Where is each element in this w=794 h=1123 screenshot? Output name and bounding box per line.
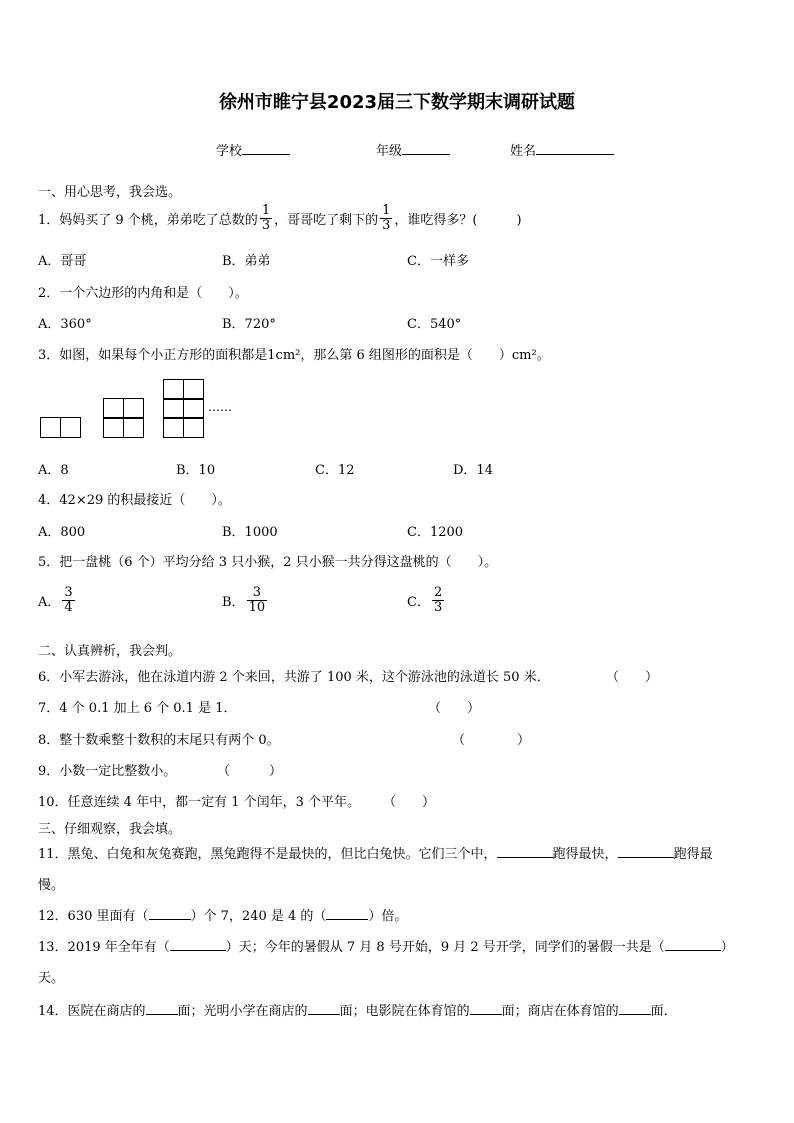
q5-option-b-fraction bbox=[247, 586, 268, 615]
q12-text-1: 12．630 里面有（ bbox=[38, 909, 149, 924]
question-14 bbox=[38, 1000, 677, 1019]
figure-square bbox=[60, 417, 81, 438]
question-4: 4．42×29 的积最接近（ ）。 bbox=[38, 493, 231, 508]
q14-blank-3[interactable] bbox=[470, 1002, 502, 1015]
q11-text-1: 11．黑兔、白兔和灰兔赛跑，黑兔跑得不是最快的，但比白兔快。它们三个中， bbox=[38, 847, 497, 862]
q1-frac2-num: 1 bbox=[382, 203, 391, 218]
section-2-heading: 二、认真辨析，我会判。 bbox=[38, 644, 182, 659]
figure-square bbox=[163, 398, 184, 419]
question-11 bbox=[38, 843, 758, 862]
q13-blank-1[interactable] bbox=[170, 938, 226, 951]
q13-text-2: ）天；今年的暑假从 7 月 8 号开始，9 月 2 号开学，同学们的暑假一共是（ bbox=[225, 940, 665, 955]
figure-square bbox=[103, 398, 124, 419]
q14-blank-4[interactable] bbox=[619, 1002, 651, 1015]
q14-text-4: 面；商店在体育馆的 bbox=[501, 1004, 619, 1019]
q3-option-a[interactable]: A．8 bbox=[38, 463, 69, 478]
name-field[interactable] bbox=[510, 140, 614, 159]
grade-blank[interactable] bbox=[402, 141, 450, 155]
q14-text-5: 面． bbox=[650, 1004, 677, 1019]
section-3-heading: 三、仔细观察，我会填。 bbox=[38, 822, 182, 837]
figure-square bbox=[40, 417, 61, 438]
question-12 bbox=[38, 905, 407, 924]
q5-option-c[interactable] bbox=[407, 586, 446, 615]
frac-num: 3 bbox=[252, 585, 261, 600]
q1-fraction-2 bbox=[380, 204, 392, 233]
school-field[interactable] bbox=[216, 140, 290, 159]
q12-text-3: ）倍。 bbox=[368, 909, 408, 924]
q14-blank-1[interactable] bbox=[146, 1002, 178, 1015]
figure-square bbox=[183, 398, 204, 419]
q1-frac1-den: 3 bbox=[261, 218, 271, 233]
q2-option-a[interactable]: A．360° bbox=[38, 317, 92, 332]
q5-option-a[interactable] bbox=[38, 586, 77, 615]
q1-frac2-den: 3 bbox=[382, 218, 391, 233]
q5-option-a-label: A． bbox=[38, 595, 61, 610]
q4-option-c[interactable]: C．1200 bbox=[407, 525, 464, 540]
q5-option-b[interactable] bbox=[222, 586, 269, 615]
q3-option-c[interactable]: C．12 bbox=[315, 463, 355, 478]
q3-option-d[interactable]: D．14 bbox=[453, 463, 493, 478]
question-13 bbox=[38, 936, 758, 955]
q13-text-3: ） bbox=[720, 940, 734, 955]
q2-option-b[interactable]: B．720° bbox=[222, 317, 276, 332]
grade-label: 年级 bbox=[376, 144, 403, 159]
q12-text-2: ）个 7，240 是 4 的（ bbox=[190, 909, 327, 924]
name-label: 姓名 bbox=[510, 144, 537, 159]
q7-answer-blank[interactable]: （ ） bbox=[428, 701, 481, 716]
q8-answer-blank[interactable]: （ ） bbox=[452, 733, 531, 748]
q12-blank-1[interactable] bbox=[149, 907, 191, 920]
q1-frac1-num: 1 bbox=[261, 203, 271, 218]
grade-field[interactable] bbox=[376, 140, 450, 159]
q3-option-b[interactable]: B．10 bbox=[176, 463, 216, 478]
q13-blank-2[interactable] bbox=[665, 938, 721, 951]
q11-text-3: 跑得最 bbox=[673, 847, 713, 862]
q11-blank-1[interactable] bbox=[497, 845, 553, 858]
frac-den: 4 bbox=[64, 600, 73, 615]
question-1 bbox=[38, 204, 522, 233]
figure-square bbox=[123, 417, 144, 438]
question-2: 2．一个六边形的内角和是（ ）。 bbox=[38, 286, 248, 301]
q11-line-2: 慢。 bbox=[38, 878, 65, 893]
q2-option-c[interactable]: C．540° bbox=[407, 317, 462, 332]
question-9: 9．小数一定比整数小。 bbox=[38, 764, 177, 779]
q1-text-3: ，谁吃得多？( ) bbox=[394, 213, 522, 228]
figure-square bbox=[103, 417, 124, 438]
question-3: 3．如图，如果每个小正方形的面积都是1cm²，那么第 6 组图形的面积是（ ）cm²。 bbox=[38, 348, 550, 363]
q4-option-b[interactable]: B．1000 bbox=[222, 525, 278, 540]
q6-answer-blank[interactable]: （ ） bbox=[606, 670, 659, 685]
question-5: 5．把一盘桃（6 个）平均分给 3 只小猴，2 只小猴一共分得这盘桃的（ ）。 bbox=[38, 555, 498, 570]
q4-option-a[interactable]: A．800 bbox=[38, 525, 86, 540]
q1-text-1: 1．妈妈买了 9 个桃，弟弟吃了总数的 bbox=[38, 213, 258, 228]
q9-answer-blank[interactable]: （ ） bbox=[217, 764, 283, 779]
q14-blank-2[interactable] bbox=[308, 1002, 340, 1015]
q1-option-b[interactable]: B．弟弟 bbox=[222, 254, 271, 269]
name-blank[interactable] bbox=[536, 141, 614, 155]
question-10: 10．任意连续 4 年中，都一定有 1 个闰年，3 个平年。 bbox=[38, 795, 361, 810]
q12-blank-2[interactable] bbox=[326, 907, 368, 920]
frac-num: 3 bbox=[64, 585, 73, 600]
q1-option-a[interactable]: A．哥哥 bbox=[38, 254, 87, 269]
q5-option-b-label: B． bbox=[222, 595, 245, 610]
q10-answer-blank[interactable]: （ ） bbox=[383, 795, 436, 810]
q5-option-a-fraction bbox=[62, 586, 74, 615]
q3-ellipsis: …… bbox=[208, 400, 232, 414]
school-blank[interactable] bbox=[242, 141, 290, 155]
frac-den: 3 bbox=[433, 600, 443, 615]
figure-square bbox=[183, 417, 204, 438]
school-label: 学校 bbox=[216, 144, 243, 159]
q5-option-c-label: C． bbox=[407, 595, 430, 610]
question-8: 8．整十数乘整十数积的末尾只有两个 0。 bbox=[38, 733, 280, 748]
q1-text-2: ，哥哥吃了剩下的 bbox=[274, 213, 379, 228]
q13-text-1: 13．2019 年全年有（ bbox=[38, 940, 170, 955]
q11-text-2: 跑得最快， bbox=[552, 847, 618, 862]
q1-fraction-1 bbox=[260, 204, 272, 233]
q5-option-c-fraction bbox=[432, 586, 444, 615]
q1-option-c[interactable]: C．一样多 bbox=[407, 254, 469, 269]
figure-square bbox=[163, 379, 184, 400]
section-1-heading: 一、用心思考，我会选。 bbox=[38, 185, 182, 200]
q14-text-2: 面；光明小学在商店的 bbox=[177, 1004, 308, 1019]
q13-line-2: 天。 bbox=[38, 971, 65, 986]
figure-square bbox=[163, 417, 184, 438]
figure-square bbox=[123, 398, 144, 419]
question-7: 7．4 个 0.1 加上 6 个 0.1 是 1． bbox=[38, 701, 237, 716]
page-title: 徐州市睢宁县2023届三下数学期末调研试题 bbox=[218, 92, 576, 113]
q14-text-1: 14．医院在商店的 bbox=[38, 1004, 146, 1019]
frac-num: 2 bbox=[433, 585, 443, 600]
question-6: 6．小军去游泳，他在泳道内游 2 个来回，共游了 100 米，这个游泳池的泳道长 50 米． bbox=[38, 670, 550, 685]
figure-square bbox=[183, 379, 204, 400]
q11-blank-2[interactable] bbox=[618, 845, 674, 858]
q14-text-3: 面；电影院在体育馆的 bbox=[339, 1004, 470, 1019]
frac-den: 10 bbox=[248, 600, 266, 615]
